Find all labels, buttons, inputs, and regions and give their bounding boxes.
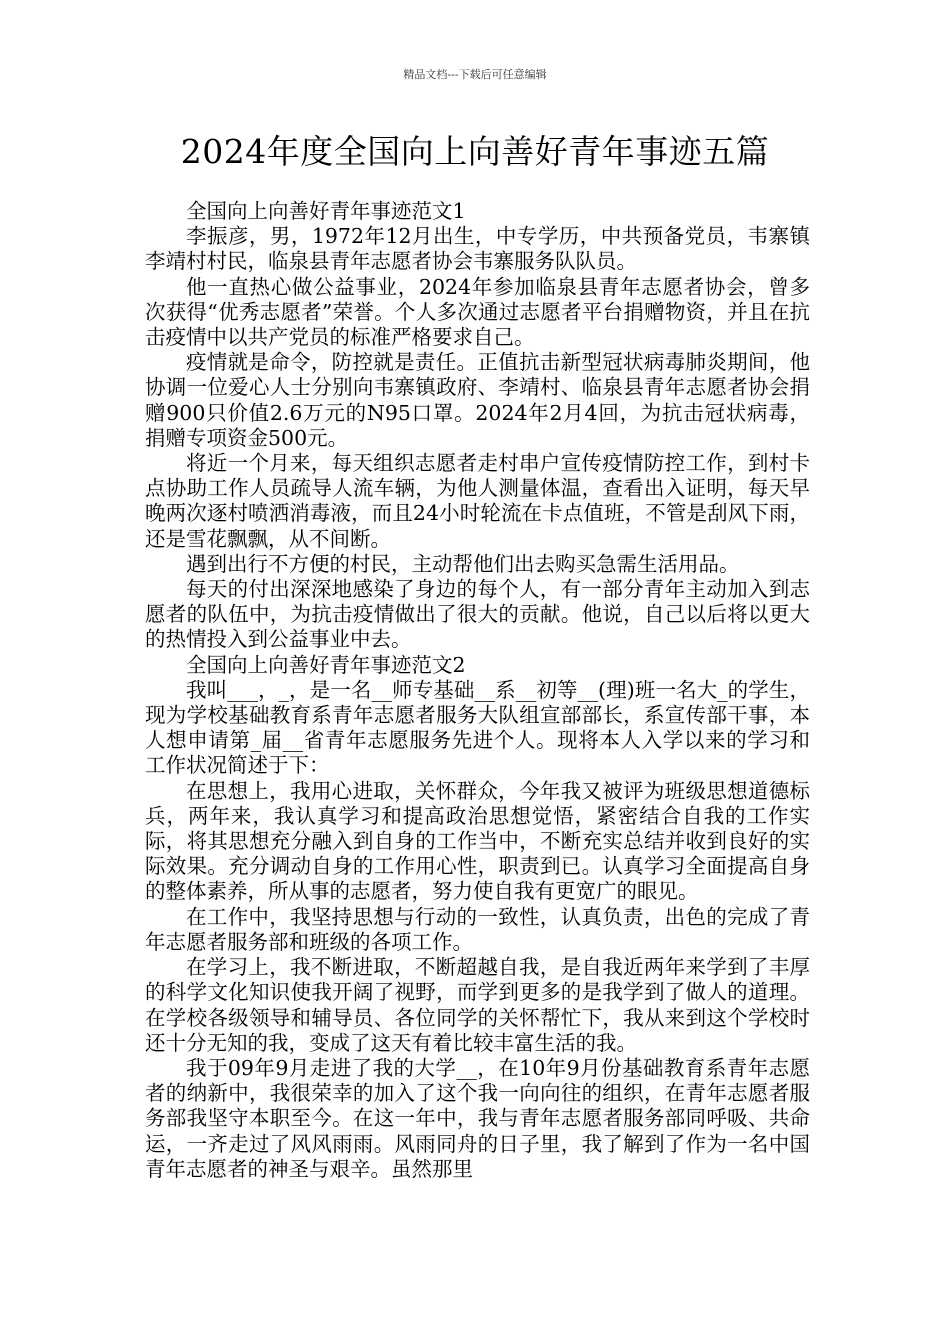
paragraph: 在学习上，我不断进取，不断超越自我，是自我近两年来学到了丰厚的科学文化知识使我开阔了视野，而学到更多的是我学到了做人的道理。在学校各级领导和辅导员、各位同学的关怀帮忙下，我从来到这个学校时还十分无知的我，变成了这天有着比较丰富生活的我。 — [145, 955, 810, 1055]
paragraph: 在工作中，我坚持思想与行动的一致性，认真负责，出色的完成了青年志愿者服务部和班级的各项工作。 — [145, 904, 810, 954]
paragraph: 全国向上向善好青年事迹范文1 — [186, 199, 466, 223]
paragraph: 在思想上，我用心进取，关怀群众，今年我又被评为班级思想道德标兵，两年来，我认真学习和提高政治思想觉悟，紧密结合自我的工作实际，将其思想充分融入到自身的工作当中，不断充实总结并收到良好的实际效果。充分调动自身的工作用心性，职责到已。认真学习全面提高自身的整体素养，所从事的志愿者，努力使自我有更宽广的眼见。 — [145, 778, 810, 904]
document-title: 2024年度全国向上向善好青年事迹五篇 — [180, 132, 770, 171]
page-header: 精品文档---下载后可任意编辑 — [403, 68, 547, 81]
paragraph: 我于09年9月走进了我的大学__，在10年9月份基础教育系青年志愿者的纳新中，我很荣幸的加入了这个我一向向往的组织，在青年志愿者服务部我坚守本职至今。在这一年中，我与青年志愿者服务部同呼吸、共命运，一齐走过了风风雨雨。风雨同舟的日子里，我了解到了作为一名中国青年志愿者的神圣与艰辛。虽然那里 — [145, 1055, 810, 1181]
paragraph: 李振彦，男，1972年12月出生，中专学历，中共预备党员，韦寨镇李靖村村民，临泉县青年志愿者协会韦寨服务队队员。 — [145, 224, 810, 274]
paragraph: 他一直热心做公益事业，2024年参加临泉县青年志愿者协会，曾多次获得“优秀志愿者”荣誉。个人多次通过志愿者平台捐赠物资，并且在抗击疫情中以共产党员的标准严格要求自己。 — [145, 274, 810, 350]
paragraph: 遇到出行不方便的村民，主动帮他们出去购买急需生活用品。 — [186, 551, 740, 576]
document-body — [145, 199, 810, 1182]
paragraph: 将近一个月来，每天组织志愿者走村串户宣传疫情防控工作，到村卡点协助工作人员疏导人流车辆，为他人测量体温，查看出入证明，每天早晚两次逐村喷洒消毒液，而且24小时轮流在卡点值班，不管是刮风下雨，还是雪花飘飘，从不间断。 — [145, 451, 810, 551]
paragraph: 我叫___，_，是一名__师专基础__系__初等__(理)班一名大_的学生，现为学校基础教育系青年志愿者服务大队组宣部部长，系宣传部干事，本人想申请第_届__省青年志愿服务先进个人。现将本人入学以来的学习和工作状况简述于下： — [145, 677, 810, 778]
paragraph: 每天的付出深深地感染了身边的每个人，有一部分青年主动加入到志愿者的队伍中，为抗击疫情做出了很大的贡献。他说，自己以后将以更大的热情投入到公益事业中去。 — [145, 577, 810, 652]
paragraph: 全国向上向善好青年事迹范文2 — [186, 652, 466, 677]
paragraph: 疫情就是命令，防控就是责任。正值抗击新型冠状病毒肺炎期间，他协调一位爱心人士分别向韦寨镇政府、李靖村、临泉县青年志愿者协会捐赠900只价值2.6万元的N95口罩。2024年2月4回，为抗击冠状病毒，捐赠专项资金500元。 — [145, 350, 810, 450]
